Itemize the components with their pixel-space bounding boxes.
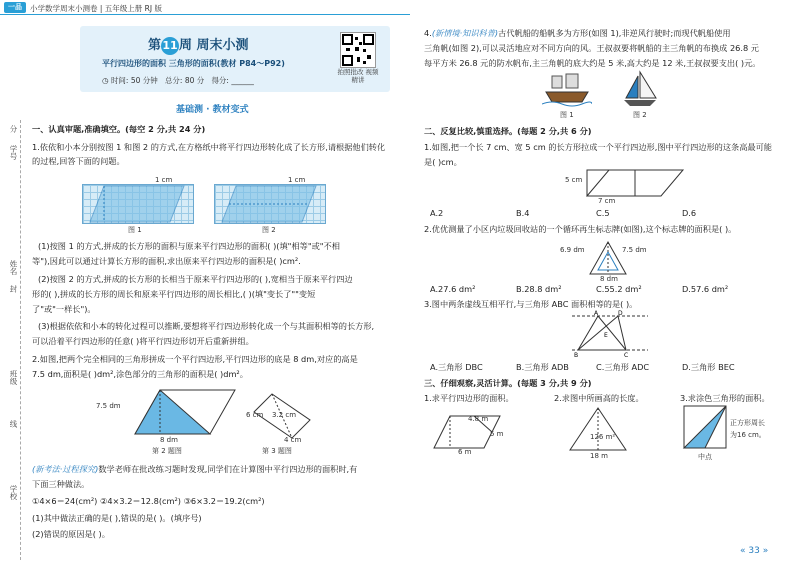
r3-line1: 3.图中两条虚线互相平行,与三角形 ABC 面积相等的是( )。	[424, 299, 638, 309]
q1-part2-line3: 了"或"一样长")。	[32, 304, 96, 314]
r2-line1: 2.优优测量了小区内垃圾回收站的一个循环再生标志牌(如图),这个标志牌的面积是( )。	[424, 224, 737, 234]
q2-line1: 2.如图,把两个完全相同的三角形拼成一个平行四边形,平行四边形的底是 8 dm,对应的高是	[32, 354, 358, 364]
fig2-unit: 1 cm	[288, 176, 306, 184]
svg-text:A: A	[594, 310, 599, 317]
c3-note-1: 正方形周长	[730, 419, 765, 427]
part2-title: 二、反复比较,慎重选择。(每题 2 分,共 6 分)	[424, 126, 592, 136]
q1-part2-line1: (2)按图 2 的方式,拼成的长方形的长相当于原来平行四边形的( ),宽相当于原来平行四边	[38, 274, 353, 284]
qr-code[interactable]	[340, 32, 376, 68]
c3-note-2: 为16 cm。	[730, 431, 766, 439]
student-name-label: 姓名	[9, 260, 18, 275]
r2-option-c[interactable]: C.55.2 dm²	[596, 284, 642, 294]
c1-title: 1.求平行四边形的面积。	[424, 393, 514, 403]
q3-sub1: (1)其中做法正确的是( ),错误的是( )。(填序号)	[32, 513, 202, 523]
r1-option-b[interactable]: B.4	[516, 208, 530, 218]
r1-option-c[interactable]: C.5	[596, 208, 610, 218]
q2-figure	[130, 388, 240, 438]
q1-line1: 1.依依和小本分别按图 1 和图 2 的方式,在方格纸中将平行四边形转化成了长方形,请根据他们转化	[32, 142, 386, 152]
q3-options: ①4×6＝24(cm²) ②4×3.2＝12.8(cm²) ③6×3.2＝19.2(cm²)	[32, 496, 265, 506]
brand-text: 小学数学周末小测卷 | 五年级上册 RJ 版	[30, 4, 162, 13]
c1-label-b: 5 m	[490, 430, 504, 438]
q4-line1: 4.(新情境·知识科普)古代帆船的船帆多为方形(如图 1),非逆风行驶时;而现代帆船使用	[424, 28, 731, 38]
r2-base-label: 8 dm	[600, 275, 618, 283]
q4-line3: 每平方米 26.8 元的防水帆布,主三角帆的底大约是 5 米,高大约是 12 米,王叔叔要支出( )元。	[424, 58, 761, 68]
old-sailboat-image	[542, 72, 592, 108]
section-tag: 基础测 · 教材变式	[176, 105, 249, 115]
top-rule	[0, 14, 410, 15]
seal-char-1: 分	[9, 125, 18, 133]
class-label: 班级	[9, 370, 18, 385]
banner-subtitle: 平行四边形的面积 三角形的面积(教材 P84～P92)	[102, 59, 285, 68]
svg-text:B: B	[574, 352, 579, 358]
q2-base-label: 8 dm	[160, 436, 178, 444]
school-label: 学校	[9, 485, 18, 500]
c2-area-label: 126 m²	[590, 433, 616, 441]
q3-line2: 下面三种做法。	[32, 479, 90, 489]
clock-icon: ◷	[102, 76, 109, 85]
c2-figure	[568, 406, 628, 452]
figure-1-shape	[82, 184, 194, 224]
q1-line2: 的过程,回答下面的问题。	[32, 156, 125, 166]
qr-caption: 拍照批改 视频精讲	[337, 68, 379, 84]
c2-title: 2.求图中所画高的长度。	[554, 393, 644, 403]
svg-text:D: D	[618, 310, 623, 317]
c3-title: 3.求涂色三角形的面积。	[680, 393, 770, 403]
r3-option-c[interactable]: C.三角形 ADC	[596, 362, 650, 372]
fig1-unit: 1 cm	[155, 176, 173, 184]
q2-caption: 第 2 题图	[152, 447, 182, 455]
q3-height-label: 3.2 cm	[272, 411, 297, 419]
week-title: 第11周 周末小测	[148, 38, 249, 53]
c2-base-label: 18 m	[590, 452, 608, 460]
r2-side-label: 7.5 dm	[622, 246, 647, 254]
r1-figure	[585, 168, 685, 198]
week-number: 11	[161, 37, 179, 55]
r1-length-label: 7 cm	[598, 197, 616, 205]
q2-height-label: 7.5 dm	[96, 402, 121, 410]
q1-part1-line1: (1)按图 1 的方式,拼成的长方形的面积与原来平行四边形的面积( )(填"相等"或"不相	[38, 241, 340, 251]
r3-option-b[interactable]: B.三角形 ADB	[516, 362, 569, 372]
r1-option-a[interactable]: A.2	[430, 208, 444, 218]
fig2-caption: 图 2	[262, 226, 276, 234]
student-no-label: 学号	[9, 145, 18, 160]
c1-label-a: 4.8 m	[468, 415, 489, 423]
q4-fig2-caption: 图 2	[633, 111, 647, 119]
q1-part1-line2: 等"),因此可以通过计算长方形的面积,求出原来平行四边形的面积是( )cm².	[32, 256, 301, 266]
q1-part3-line1: (3)根据依依和小本的转化过程可以推断,要想将平行四边形转化成一个与其面积相等的长方形,	[38, 321, 375, 331]
page-number: « 33 »	[740, 546, 769, 556]
q4-fig1-caption: 图 1	[560, 111, 574, 119]
q2-line2: 7.5 dm,面积是( )dm²,涂色部分的三角形的面积是( )dm²。	[32, 369, 248, 379]
r1-width-label: 5 cm	[565, 176, 583, 184]
r1-line2: 是( )cm。	[424, 157, 462, 167]
r2-option-b[interactable]: B.28.8 dm²	[516, 284, 562, 294]
r1-option-d[interactable]: D.6	[682, 208, 697, 218]
seal-char-3: 线	[9, 420, 18, 428]
binding-line	[20, 120, 21, 560]
brand-tag: 一品	[4, 2, 26, 13]
svg-text:E: E	[604, 332, 608, 339]
r3-option-d[interactable]: D.三角形 BEC	[682, 362, 735, 372]
q3-side-label: 6 cm	[246, 411, 264, 419]
q3-sub2: (2)错误的原因是( )。	[32, 529, 110, 539]
seal-char-2: 封	[9, 285, 18, 293]
r1-line1: 1.如图,把一个长 7 cm、宽 5 cm 的长方形拉成一个平行四边形,图中平行四边形的这条高最可能	[424, 142, 772, 152]
part3-title: 三、仔细观察,灵活计算。(每题 3 分,共 9 分)	[424, 378, 592, 388]
r2-option-a[interactable]: A.27.6 dm²	[430, 284, 476, 294]
q3-line1: (新考法·过程探究)数学老师在批改练习题时发现,同学们在计算图中平行四边形的面积时,有	[32, 464, 358, 474]
banner-meta: ◷ 时间: 50 分钟 总分: 80 分 得分: ______	[102, 76, 254, 85]
r3-figure	[570, 310, 650, 358]
q1-part2-line2: 形的( ),拼成的长方形的周长和原来平行四边形的周长相比,( )(填"变长了""变短	[32, 289, 316, 299]
q3-base-label: 4 cm	[284, 436, 302, 444]
svg-text:C: C	[624, 352, 629, 358]
c3-midpoint-label: 中点	[698, 453, 712, 461]
r3-option-a[interactable]: A.三角形 DBC	[430, 362, 483, 372]
q4-line2: 三角帆(如图 2),可以灵活地应对不同方向的风。王叔叔要将帆船的主三角帆的布换成 26.8 元	[424, 43, 759, 53]
figure-2-shape	[214, 184, 326, 224]
part1-title: 一、认真审题,准确填空。(每空 2 分,共 24 分)	[32, 124, 206, 134]
modern-sailboat-image	[620, 70, 660, 108]
c1-label-c: 6 m	[458, 448, 472, 456]
r2-option-d[interactable]: D.57.6 dm²	[682, 284, 729, 294]
fig1-caption: 图 1	[128, 226, 142, 234]
r2-height-label: 6.9 dm	[560, 246, 585, 254]
q3-caption: 第 3 题图	[262, 447, 292, 455]
c3-figure	[682, 404, 728, 450]
q1-part3-line2: 可以沿着平行四边形的任意( )将平行四边形切开后重新拼组。	[32, 336, 254, 346]
